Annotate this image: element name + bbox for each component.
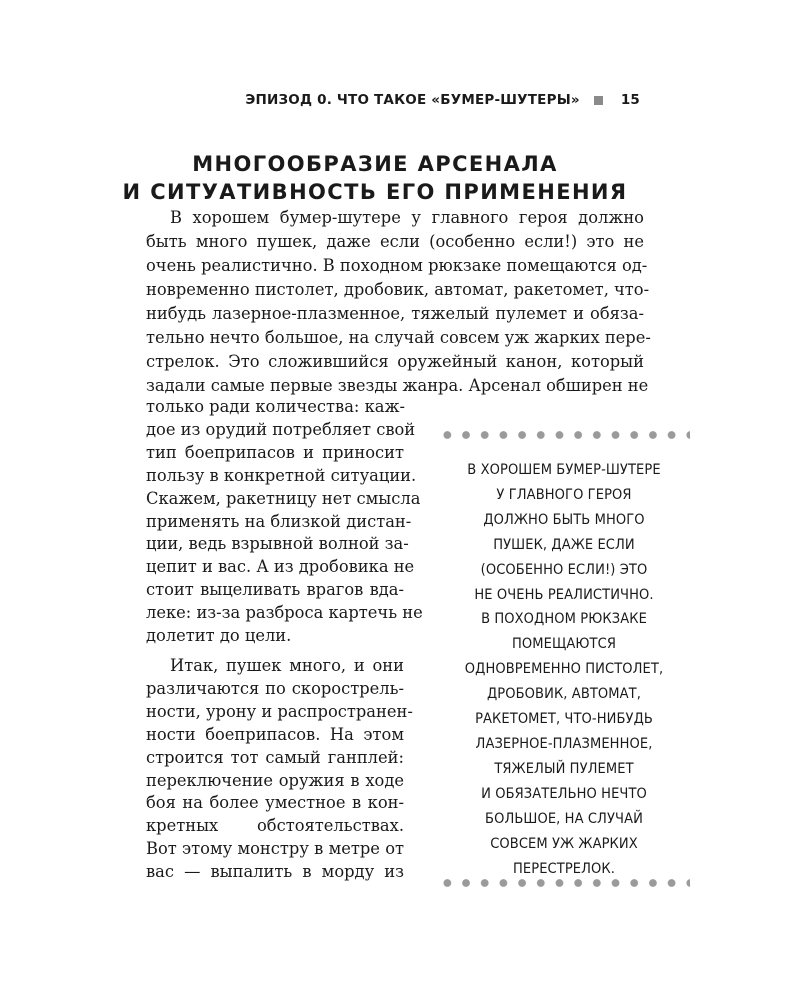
text-line: дое из орудий потребляет свой <box>146 419 416 439</box>
pullquote-line: НЕ ОЧЕНЬ РЕАЛИСТИЧНО. <box>474 586 654 603</box>
body-paragraph-full-width <box>146 206 651 398</box>
page-number: 15 <box>620 92 640 108</box>
pullquote-line: ТЯЖЕЛЫЙ ПУЛЕМЕТ <box>494 760 634 777</box>
section-title <box>100 150 650 206</box>
pullquote-line: В ХОРОШЕМ БУМЕР-ШУТЕРЕ <box>467 462 661 478</box>
text-line: строится тот самый ганплей: <box>146 747 404 767</box>
text-line: тип боеприпасов и приносит <box>146 442 404 462</box>
body-column-left <box>146 396 423 884</box>
text-line: быть много пушек, даже если (особенно если!) это не <box>146 232 644 251</box>
pullquote-line: ДРОБОВИК, АВТОМАТ, <box>487 686 641 703</box>
pullquote-line: (ОСОБЕННО ЕСЛИ!) ЭТО <box>480 561 648 578</box>
text-line: очень реалистично. В походном рюкзаке помещаются од- <box>146 256 648 275</box>
pullquote-line: И ОБЯЗАТЕЛЬНО НЕЧТО <box>481 785 647 802</box>
text-line: Итак, пушек много, и они <box>170 655 404 675</box>
pullquote-line: БОЛЬШОЕ, НА СЛУЧАЙ <box>485 810 643 827</box>
text-line: тельно нечто большое, на случай совсем уж жарких пере- <box>146 328 651 347</box>
pullquote-line: В ПОХОДНОМ РЮКЗАКЕ <box>481 611 647 628</box>
text-line: кретных обстоятельствах. <box>146 816 404 836</box>
text-line: различаются по скорострель- <box>146 678 404 698</box>
pullquote-line: ПЕРЕСТРЕЛОК. <box>512 860 616 877</box>
text-line: переключение оружия в ходе <box>146 770 404 790</box>
text-line: нибудь лазерное-плазменное, тяжелый пулемет и обяза- <box>146 304 644 323</box>
pullquote-line: ОДНОВРЕМЕННО ПИСТОЛЕТ, <box>464 661 664 678</box>
text-line: применять на близкой дистан- <box>146 511 412 531</box>
pullquote <box>438 458 690 881</box>
separator-square-icon <box>594 96 603 105</box>
section-title-line: И СИТУАТИВНОСТЬ ЕГО ПРИМЕНЕНИЯ <box>122 180 628 204</box>
text-line: стрелок. Это сложившийся оружейный канон, который <box>146 352 644 371</box>
pullquote-line: ДОЛЖНО БЫТЬ МНОГО <box>483 511 645 528</box>
paragraph-1-continued <box>146 396 423 648</box>
pullquote-line: ЛАЗЕРНОЕ-ПЛАЗМЕННОЕ, <box>475 735 653 752</box>
paragraph-2 <box>146 655 413 884</box>
text-line: Скажем, ракетницу нет смысла <box>146 488 421 508</box>
text-line: В хорошем бумер-шутере у главного героя должно <box>170 208 644 227</box>
text-line: пользу в конкретной ситуации. <box>146 465 417 485</box>
text-line: ции, ведь взрывной волной за- <box>146 534 409 554</box>
pullquote-line: СОВСЕМ УЖ ЖАРКИХ <box>490 835 638 852</box>
text-line: ности, урону и распространен- <box>146 701 413 721</box>
section-title-line: МНОГООБРАЗИЕ АРСЕНАЛА <box>192 152 558 176</box>
chapter-title: ЭПИЗОД 0. ЧТО ТАКОЕ «БУМЕР-ШУТЕРЫ» <box>245 92 580 108</box>
text-line: только ради количества: каж- <box>146 397 405 416</box>
text-line: ности боеприпасов. На этом <box>146 724 404 744</box>
pullquote-line: У ГЛАВНОГО ГЕРОЯ <box>496 486 632 503</box>
text-line: боя на более уместное в кон- <box>146 793 404 813</box>
text-line: стоит выцеливать врагов вда- <box>146 580 404 600</box>
pullquote-line: ПУШЕК, ДАЖЕ ЕСЛИ <box>493 536 635 553</box>
text-line: задали самые первые звезды жанра. Арсенал обширен не <box>146 376 649 395</box>
running-head <box>245 92 640 108</box>
text-line: вас — выпалить в морду из <box>146 862 404 882</box>
pullquote-bottom-dotted-rule <box>438 878 690 888</box>
text-line: леке: из-за разброса картечь не <box>146 603 423 623</box>
pullquote-line: РАКЕТОМЕТ, ЧТО-НИБУДЬ <box>475 711 653 728</box>
text-line: цепит и вас. А из дробовика не <box>146 557 415 577</box>
pullquote-line: ПОМЕЩАЮТСЯ <box>512 636 616 653</box>
text-line: Вот этому монстру в метре от <box>146 839 404 859</box>
text-line: долетит до цели. <box>146 626 292 646</box>
pullquote-top-dotted-rule <box>438 430 690 440</box>
text-line: новременно пистолет, дробовик, автомат, ракетомет, что- <box>146 280 650 299</box>
